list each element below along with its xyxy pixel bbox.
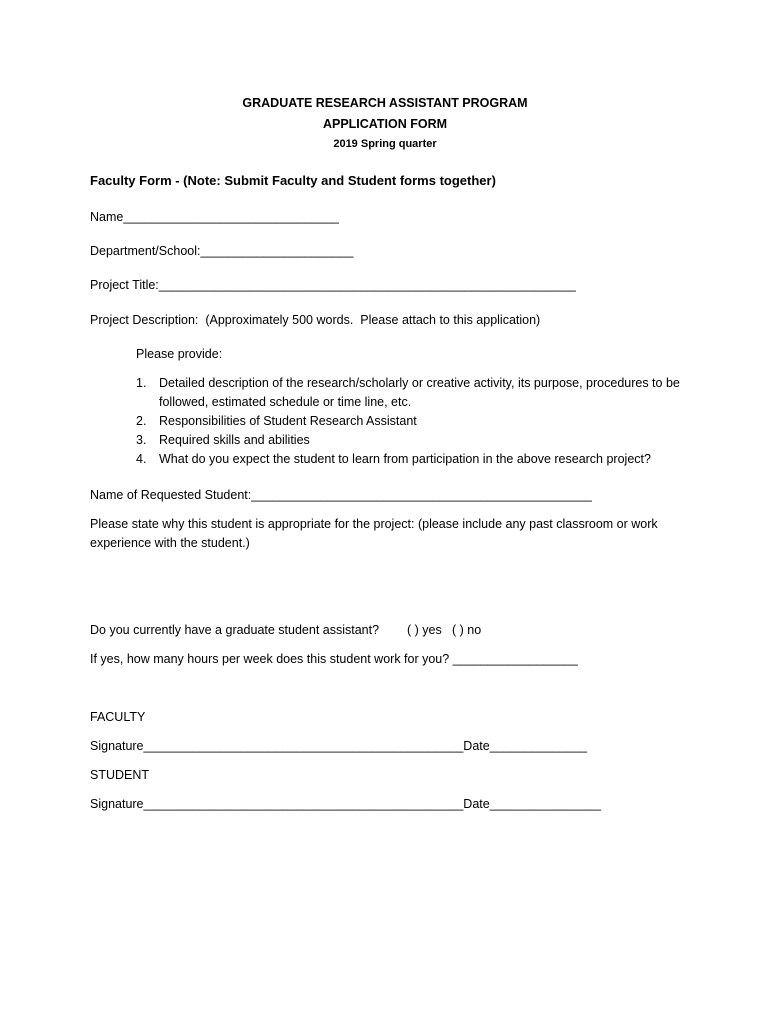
form-quarter: 2019 Spring quarter — [333, 138, 437, 150]
name-field[interactable]: Name_______________________________ — [90, 210, 339, 224]
project-title-field[interactable]: Project Title:____________________________________________________________ — [90, 278, 576, 292]
assistant-question: Do you currently have a graduate student assistant? — [90, 623, 380, 637]
list-item-number: 2. — [136, 414, 147, 428]
list-item — [136, 450, 696, 469]
list-item — [136, 431, 696, 450]
project-description-label: Project Description: (Approximately 500 words. Please attach to this application) — [90, 313, 541, 327]
form-title-line2: APPLICATION FORM — [322, 117, 448, 131]
requested-student-field[interactable]: Name of Requested Student:_________________________________________________ — [90, 488, 592, 502]
student-signature-field[interactable]: Signature______________________________________________Date________________ — [90, 797, 601, 811]
appropriate-prompt-line1: Please state why this student is appropriate for the project: (please include any past classroom or work — [90, 517, 658, 531]
list-item-text: Detailed description of the research/scholarly or creative activity, its purpose, procedures to be followed, estimated schedule or time line, etc. — [159, 376, 680, 409]
list-item — [136, 412, 696, 431]
list-item-number: 4. — [136, 452, 147, 466]
list-item-number: 3. — [136, 433, 147, 447]
list-item — [136, 374, 696, 412]
student-label: STUDENT — [90, 768, 150, 782]
list-item-text: What do you expect the student to learn from participation in the above research project? — [159, 452, 651, 466]
form-title-line1: GRADUATE RESEARCH ASSISTANT PROGRAM — [242, 96, 528, 110]
list-item-number: 1. — [136, 376, 147, 390]
hours-field[interactable]: If yes, how many hours per week does this student work for you? __________________ — [90, 652, 578, 666]
section-heading: Faculty Form - (Note: Submit Faculty and Student forms together) — [90, 173, 496, 188]
please-provide-label: Please provide: — [136, 347, 223, 361]
department-field[interactable]: Department/School:______________________ — [90, 244, 354, 258]
provide-list — [136, 374, 696, 469]
list-item-text: Responsibilities of Student Research Assistant — [159, 414, 417, 428]
faculty-label: FACULTY — [90, 710, 146, 724]
yes-checkbox[interactable]: ( ) yes — [407, 623, 442, 637]
faculty-signature-field[interactable]: Signature______________________________________________Date______________ — [90, 739, 588, 753]
no-checkbox[interactable]: ( ) no — [452, 623, 482, 637]
list-item-text: Required skills and abilities — [159, 433, 310, 447]
appropriate-prompt-line2: experience with the student.) — [90, 536, 250, 550]
